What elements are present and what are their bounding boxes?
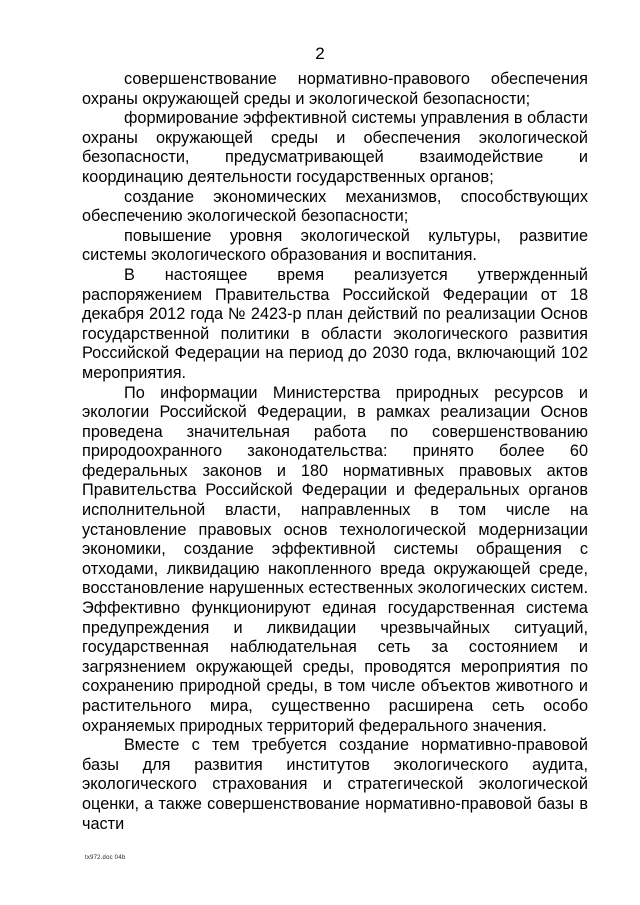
page-number: 2 — [315, 44, 325, 63]
footer-code: tx972.doc 04b — [85, 855, 126, 861]
paragraph-5: В настоящее время реализуется утвержденный распоряжением Правительства Российской Федерации от 18 декабря 2012 года № 2423-р план действий по реализации Основ государственной политики в области экологического развития Российской Федерации на период до 2030 года, включающий 102 мероприятия. — [82, 265, 588, 382]
paragraph-4: повышение уровня экологической культуры, развитие системы экологического образования и воспитания. — [82, 226, 588, 265]
paragraph-6: По информации Министерства природных ресурсов и экологии Российской Федерации, в рамках реализации Основ проведена значительная работа по совершенствованию природоохранного законодательства: принято более 60 федеральных законов и 180 нормативных правовых актов Правительства Российской Федерации и федеральных органов исполнительной власти, направленных в том числе на установление правовых основ технологической модернизации экономики, создание эффективной системы обращения с отходами, ликвидацию накопленного вреда окружающей среде, восстановление нарушенных естественных экологических систем. Эффективно функционируют единая государственная система предупреждения и ликвидации чрезвычайных ситуаций, государственная наблюдательная сеть за состоянием и загрязнением окружающей среды, проводятся мероприятия по сохранению природной среды, в том числе объектов животного и растительного мира, существенно расширена сеть особо охраняемых природных территорий федерального значения. — [82, 383, 588, 735]
paragraph-2: формирование эффективной системы управления в области охраны окружающей среды и обеспечения экологической безопасности, предусматривающей взаимодействие и координацию деятельности государственных органов; — [82, 109, 588, 186]
paragraph-7: Вместе с тем требуется создание нормативно-правовой базы для развития институтов экологического аудита, экологического страхования и стратегической экологической оценки, а также совершенствование нормативно-правовой базы в части — [82, 736, 588, 833]
paragraph-3: создание экономических механизмов, способствующих обеспечению экологической безопасности; — [82, 187, 588, 226]
document-body — [82, 70, 588, 834]
paragraph-1: совершенствование нормативно-правового обеспечения охраны окружающей среды и экологической безопасности; — [82, 70, 588, 108]
